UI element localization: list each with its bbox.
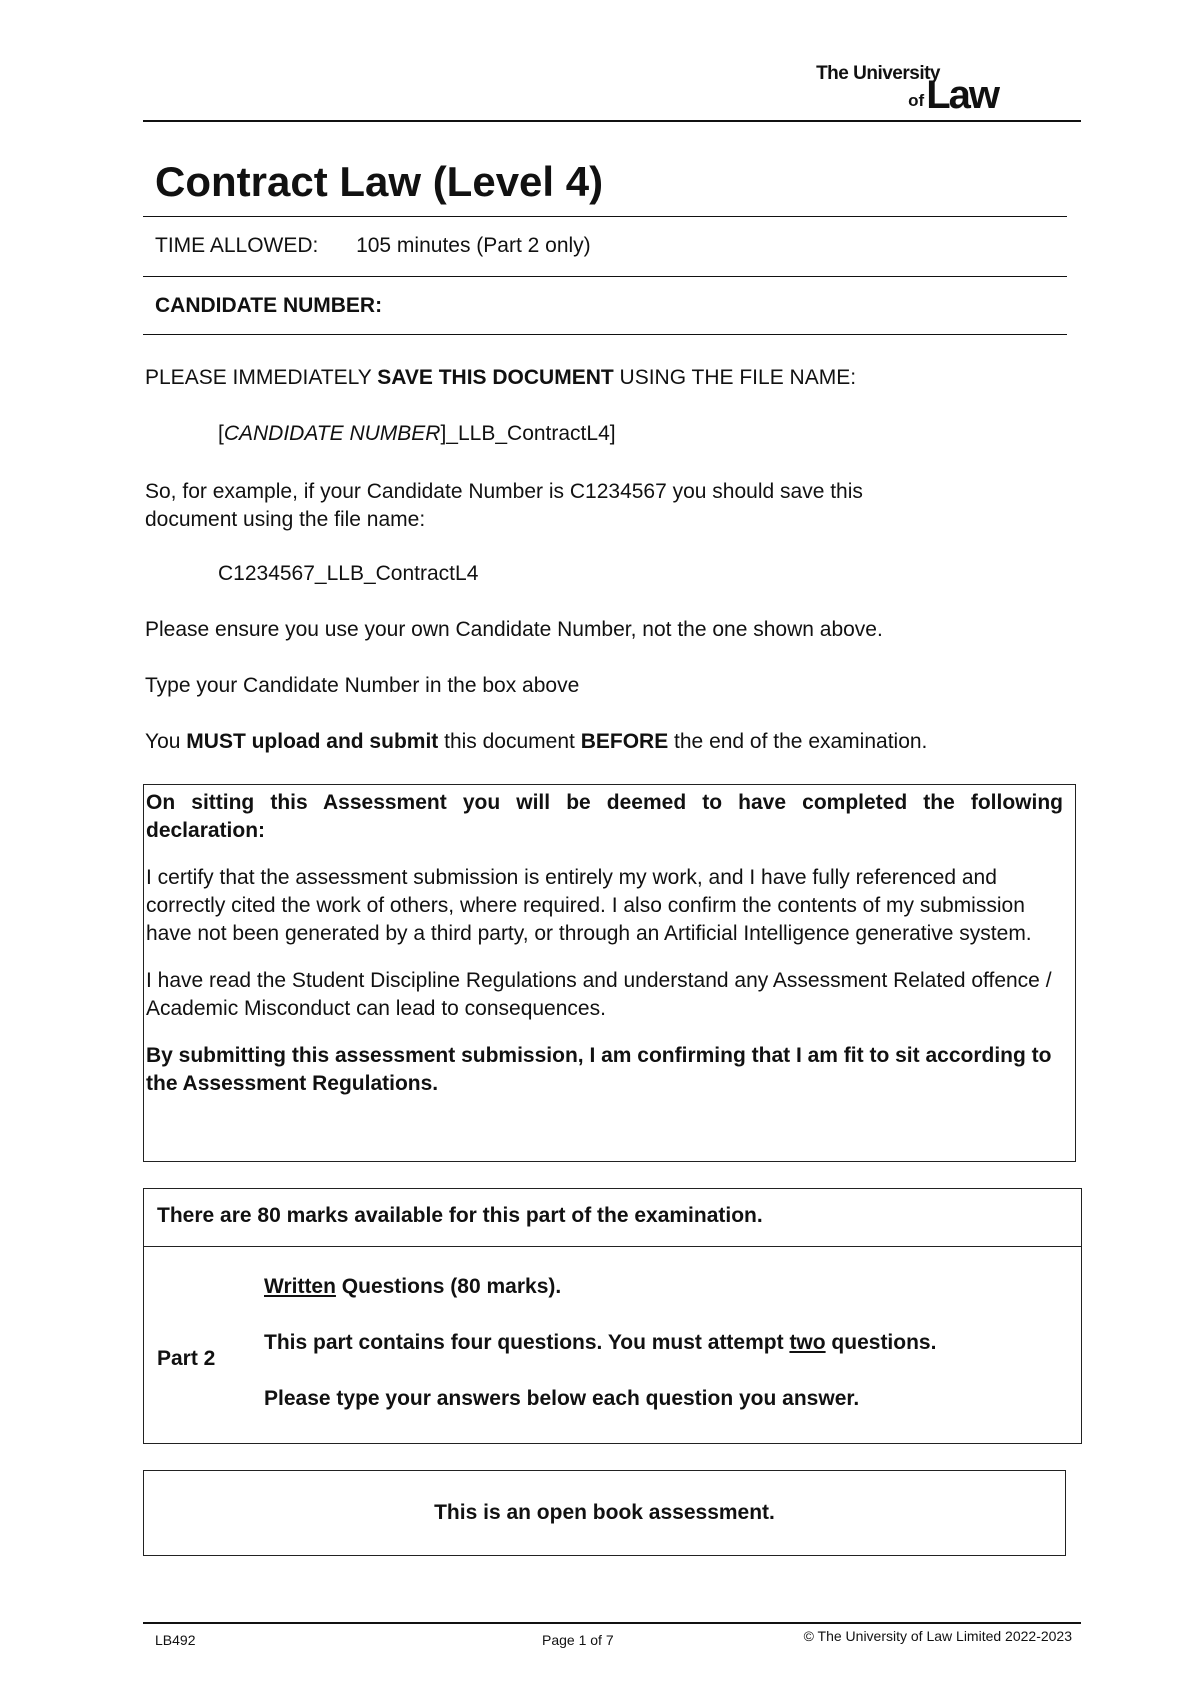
marks-line-1 xyxy=(264,1275,561,1299)
footer-code: LB492 xyxy=(155,1632,196,1648)
submit-b2: BEFORE xyxy=(580,730,669,753)
marks-header: There are 80 marks available for this part of the examination. xyxy=(157,1204,763,1227)
time-allowed-label: TIME ALLOWED: xyxy=(155,234,319,257)
submit-p2: this document xyxy=(438,730,581,753)
declaration-para-3: By submitting this assessment submission, I am confirming that I am fit to sit according to the Assessment Regulations. xyxy=(146,1044,1052,1095)
pattern-rest: ]_LLB_ContractL4] xyxy=(440,422,616,445)
marks-line-2 xyxy=(264,1331,936,1355)
save-bold: SAVE THIS DOCUMENT xyxy=(377,366,614,389)
own-number-note: Please ensure you use your own Candidate Number, not the one shown above. xyxy=(145,618,883,641)
footer-copyright: © The University of Law Limited 2022-2023 xyxy=(803,1628,1072,1644)
marks-line-2-post: questions. xyxy=(825,1331,937,1354)
page-title: Contract Law (Level 4) xyxy=(155,158,604,205)
example-file-name: C1234567_LLB_ContractL4 xyxy=(218,562,479,585)
open-book-text: This is an open book assessment. xyxy=(434,1501,775,1524)
pattern-open: [ xyxy=(218,422,224,445)
marks-line-1-rest: Questions (80 marks). xyxy=(335,1275,562,1298)
save-suffix: USING THE FILE NAME: xyxy=(613,366,857,389)
declaration-para-2: I have read the Student Discipline Regulations and understand any Assessment Related offence / Academic Misconduct can lead to consequences. xyxy=(146,969,1052,1020)
header-rule xyxy=(143,120,1081,122)
written-underlined: Written xyxy=(264,1275,336,1298)
save-instruction xyxy=(145,366,856,390)
declaration-heading: On sitting this Assessment you will be deemed to have completed the following declaration: xyxy=(146,791,1063,842)
marks-table-header-row xyxy=(144,1189,1081,1247)
candidate-number-label: CANDIDATE NUMBER: xyxy=(155,294,383,317)
part-label: Part 2 xyxy=(157,1347,216,1370)
marks-line-3: Please type your answers below each question you answer. xyxy=(264,1387,860,1410)
marks-line-2-pre: This part contains four questions. You must attempt xyxy=(264,1331,790,1354)
example-text xyxy=(145,478,863,534)
submit-note xyxy=(145,730,927,754)
logo-line-3: Law xyxy=(926,73,998,117)
marks-table xyxy=(143,1188,1082,1444)
candidate-rule xyxy=(143,334,1067,335)
type-number-note: Type your Candidate Number in the box above xyxy=(145,674,580,697)
example-line-2: document using the file name: xyxy=(145,508,426,531)
two-underlined: two xyxy=(789,1331,826,1354)
example-line-1: So, for example, if your Candidate Number is C1234567 you should save this xyxy=(145,480,863,503)
submit-b1: MUST upload and submit xyxy=(186,730,439,753)
footer-rule xyxy=(143,1622,1081,1624)
declaration-box xyxy=(143,784,1076,1162)
time-allowed-value: 105 minutes (Part 2 only) xyxy=(356,234,591,257)
open-book-box xyxy=(143,1470,1066,1556)
footer-page: Page 1 of 7 xyxy=(542,1632,614,1648)
file-name-pattern xyxy=(218,422,616,446)
submit-p3: the end of the examination. xyxy=(668,730,928,753)
university-logo xyxy=(816,64,998,115)
time-allowed-row xyxy=(155,234,591,258)
submit-p1: You xyxy=(145,730,187,753)
save-prefix: PLEASE IMMEDIATELY xyxy=(145,366,378,389)
time-rule xyxy=(143,276,1067,277)
title-rule xyxy=(143,216,1067,217)
pattern-italic: CANDIDATE NUMBER xyxy=(223,422,441,445)
logo-line-2: of xyxy=(908,91,925,110)
logo-line-1: The University xyxy=(816,63,940,84)
declaration-para-1: I certify that the assessment submission is entirely my work, and I have fully referenced and correctly cited the work of others, where required. I also confirm the contents of my submission have not been generated by a third party, or through an Artificial Intelligence generative system. xyxy=(146,866,1032,945)
